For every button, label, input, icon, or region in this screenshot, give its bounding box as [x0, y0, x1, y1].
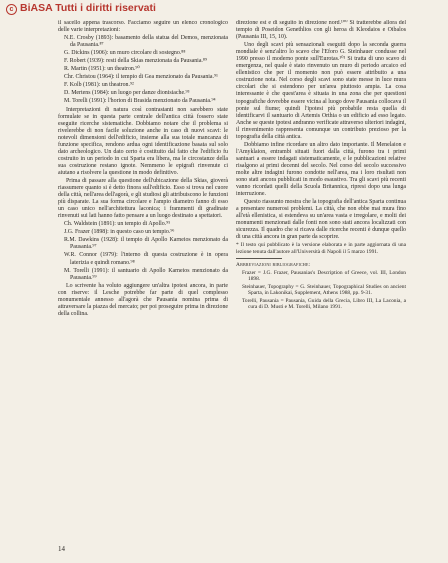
paragraph: Questo riassunto mostra che la topografia dell'antica Sparta continua a presentare numerosi problemi. La città, che non ebbe mai mura fino all'età ellenistica, si estendeva su un'area vasta e irregolare, e molti dei monumenti menzionati dalle fonti non sono stati ancora localizzati con sicurezza. Il quadro che si ricava dalle ricerche recenti è dunque quello di una città ancora in gran parte da scoprire. [236, 199, 406, 241]
paragraph: N.E. Crosby (1893): basamento della statua del Demos, menzionata da Pausania.⁸⁷ [64, 35, 228, 49]
paragraph: Torelli, Pausania = Pausania, Guida della Grecia, Libro III, La Laconia, a cura di D. Musti e M. Torelli, Milano 1991. [242, 297, 406, 311]
paragraph: R. Martin (1951): un theatron.⁹⁰ [64, 66, 140, 73]
paragraph: W.R. Connor (1979): l'interno di questa costruzione è in opera laterizia e quindi romano.⁹⁸ [64, 252, 228, 266]
paragraph: direzione est e di seguito in direzione nord.¹⁰⁰ Si tratterebbe allora del tempio di Poseidon Genethlios con gli heroa di Kleodaios e Oibalos (Pausania III, 15, 10). [236, 20, 406, 41]
banner-text: BiASA Tutti i diritti riservati [20, 2, 156, 14]
paragraph: J.G. Frazer (1898): in questo caso un tempio.⁹⁶ [64, 229, 175, 236]
page-number: 14 [58, 545, 65, 553]
paragraph: Dobbiamo infine ricordare un altro dato importante. Il Menelaion e l'Amyklaion, entrambi situati fuori dalla città, furono tra i primi santuari a essere indagati sistematicamente, e le pubblicazioni relative risalgono ai primi decenni del secolo. Nel corso del secolo successivo molte altre indagini furono condotte nell'area, ma i loro risultati non sono stati ancora pubblicati in modo esaustivo. Tra gli scavi più recenti vanno ricordati quelli della Scuola Britannica, ripresi dopo una lunga interruzione. [236, 141, 406, 198]
footnote-divider [236, 258, 282, 259]
copyright-logo-icon: c [6, 4, 17, 15]
paragraph: F. Kolb (1981): un theatron.⁹² [64, 82, 134, 89]
paragraph: Uno degli scavi più sensazionali eseguiti dopo la seconda guerra mondiale è senz'altro lo scavo che l'Eforo G. Steinhauer condusse nel 1990 presso il moderno ponte sull'Eurotas.¹⁰¹ Si tratta di uno scavo di emergenza, nel quale è stato rinvenuto un muro di periodo arcaico ed ellenistico che per il momento non può essere attribuito a una costruzione nota. Nel corso degli scavi sono state messe in luce mura circolari che si estendono per un'area piuttosto ampia. La cosa interessante è che quest'area è situata in una zona che per questioni topografiche dovrebbe essere vicina al luogo dove Pausania collocava il ponte sul fiume; quindi l'ipotesi più probabile resta quella di identificarvi il santuario di Artemis Orthia o un edificio ad esso legato. Anche se queste ipotesi andranno verificate attraverso ulteriori indagini, il rinvenimento rappresenta comunque un contributo prezioso per la topografia della città antica. [236, 42, 406, 140]
paragraph: Chr. Christou (1964): il tempio di Gea menzionato da Pausania.⁹¹ [64, 74, 218, 81]
paragraph: il sacello appena trascorso. Facciamo seguire un elenco cronologico delle varie interpretazioni: [58, 20, 228, 34]
paragraph: D. Mertens (1984): un luogo per danze dionisiache.⁹³ [64, 90, 190, 97]
paragraph: G. Dickins (1906): un muro circolare di sostegno.⁸⁸ [64, 50, 186, 57]
book-page [58, 20, 406, 560]
paragraph: Frazer = J.G. Frazer, Pausanias's Description of Greece, vol. III, London 1898. [242, 269, 406, 283]
right-column [236, 20, 406, 540]
paragraph: Steinhauer, Topography = G. Steinhauer, Topographical Studies on ancient Sparta, in Lakonikai, Supplement, Athens 1988, pp. 9-31. [242, 283, 406, 297]
paragraph: Prima di passare alla questione dell'ubicazione della Skias, gioverà riassumere quanto si è detto finora sull'edificio. Esso si trova nel cuore della città, nell'area dell'agorà, e gli studiosi gli attribuiscono le funzioni più disparate. La sua forma circolare e l'ampio diametro fanno di esso un caso unico nell'architettura laconica; i frammenti di gradinate rinvenuti sui lati hanno fatto pensare a un luogo destinato a spettatori. [58, 177, 228, 220]
archive-banner [0, 0, 448, 16]
left-column [58, 20, 228, 540]
paragraph: Ch. Waldstein (1891): un tempio di Apollo.⁹⁵ [64, 221, 171, 228]
paragraph: Lo scrivente ha voluto aggiungere un'altra ipotesi ancora, in parte con riserve: il Lesche potrebbe far parte di quel complesso monumentale annesso all'agorà che Pausania nomina prima di attraversare la piazza del mercato; per poi proseguire prima in direzione della collina. [58, 282, 228, 317]
paragraph: M. Torelli (1991): l'horion di Brasida menzionato da Pausania.⁹⁴ [64, 98, 216, 105]
paragraph: * Il testo qui pubblicato è la versione elaborata e in parte aggiornata di una lezione tenuta dall'autore all'Università di Napoli il 5 marzo 1991. [236, 242, 406, 255]
paragraph: Abbreviazioni bibliografiche: [236, 262, 311, 269]
paragraph: R.M. Dawkins (1928): il tempio di Apollo Karneios menzionato da Pausania.⁹⁷ [64, 237, 228, 251]
paragraph: Interpretazioni di natura così contrastanti non sarebbero state formulate se in questa parte centrale dell'antica città fossero state eseguite ricerche sistematiche. Dobbiamo notare che il problema si rivelerebbe di non facile soluzione anche in caso di nuovi scavi: le notevoli dimensioni dell'edificio, insieme alla sua totale mancanza di funzione specifica, rendono ardua ogni identificazione basata sul solo dato archeologico. Un dato certo è costituito dal fatto che l'edificio fu costruito in un periodo in cui Sparta era libera, ma le circostanze della sua costruzione restano ignote. Nemmeno le epigrafi rinvenute ci aiutano a risolvere la questione in modo definitivo. [58, 106, 228, 176]
paragraph: M. Torelli (1991): il santuario di Apollo Karneios menzionato da Pausania.⁹⁹ [64, 267, 228, 281]
paragraph: F. Robert (1939): resti della Skias menzionata da Pausania.⁸⁹ [64, 58, 208, 65]
